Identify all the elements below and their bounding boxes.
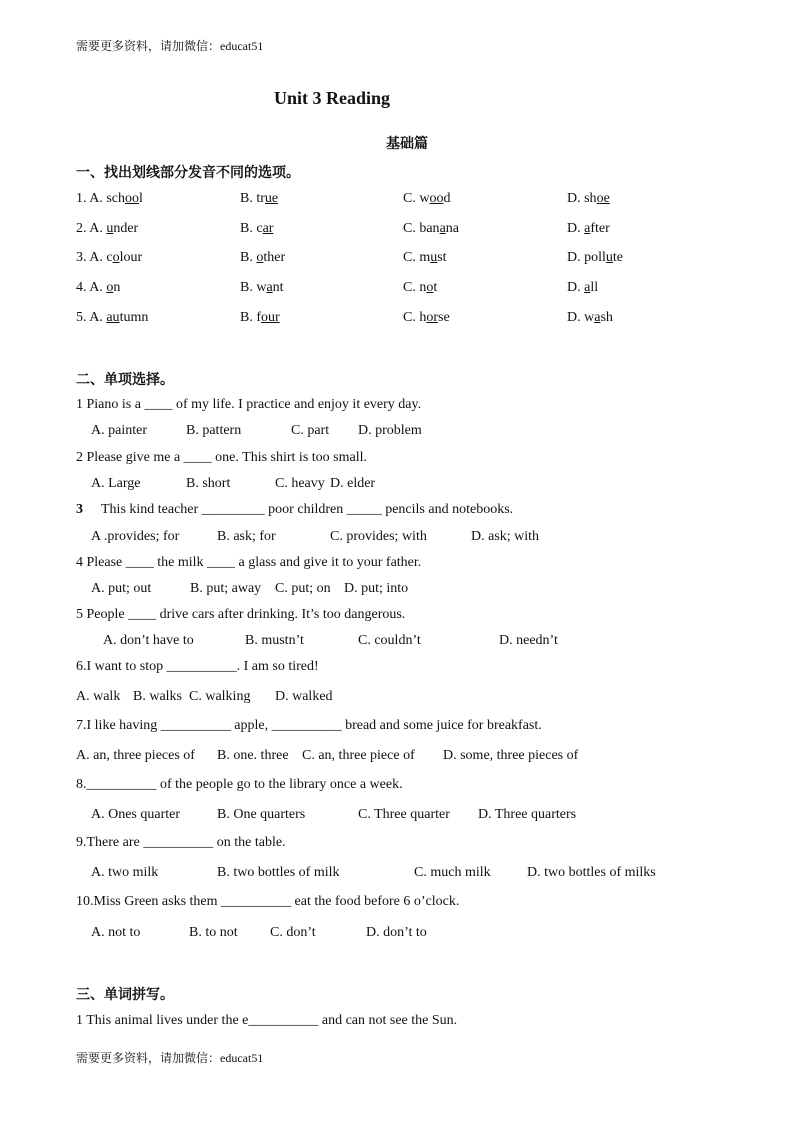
option-suffix: t [433,280,438,295]
option-underlined: ar [262,221,274,236]
q10-option-d: D. don’t to [366,925,427,940]
q4-option-b: B. put; away [190,581,262,596]
option-underlined: oo [125,191,139,206]
option-suffix: nt [272,280,284,295]
q9-option-b: B. two bottles of milk [217,865,340,880]
option-prefix: B. c [240,221,263,236]
q7-option-a: A. an, three pieces of [76,748,195,763]
pronunciation-q4-option-a [76,280,120,296]
q5-option-c: C. couldn’t [358,633,421,648]
option-underlined: or [426,310,439,325]
pronunciation-q4-option-b [240,280,284,296]
option-suffix: nder [113,221,139,236]
option-suffix: tumn [119,310,149,325]
option-underlined: o [112,250,120,265]
page-title: Unit 3 Reading [274,88,391,108]
q8-option-c: C. Three quarter [358,807,450,822]
option-suffix: n [113,280,121,295]
option-underlined: our [261,310,280,325]
q9-option-d: D. two bottles of milks [527,865,656,880]
q8-option-a: A. Ones quarter [91,807,181,822]
option-suffix: st [437,250,447,265]
pronunciation-q2-option-a [76,221,138,237]
pronunciation-q4-option-d [567,280,598,296]
pronunciation-q5-option-c [403,310,450,326]
option-prefix: C. w [403,191,430,206]
option-suffix: ll [590,280,599,295]
option-underlined: oe [596,191,610,206]
option-prefix: C. h [403,310,427,325]
option-underlined: a [266,280,273,295]
option-prefix: D. poll [567,250,606,265]
pronunciation-q4-option-c [403,280,437,296]
option-prefix: D. [567,221,585,236]
q10-option-c: C. don’t [270,925,316,940]
option-prefix: 1. A. sch [76,191,125,206]
q1-option-a: A. painter [91,423,147,438]
question-1: 1 Piano is a ____ of my life. I practice and enjoy it every day. [76,397,422,412]
option-prefix: B. [240,250,257,265]
option-suffix: lour [119,250,143,265]
question-6: 6.I want to stop __________. I am so tired! [76,659,319,674]
option-suffix: se [438,310,450,325]
pronunciation-q1-option-c [403,191,450,207]
option-prefix: 4. A. [76,280,107,295]
q7-option-b: B. one. three [217,748,289,763]
question-3: This kind teacher _________ poor children _____ pencils and notebooks. [101,502,514,517]
q5-option-b: B. mustn’t [245,633,304,648]
option-suffix: ther [263,250,286,265]
q3-option-b: B. ask; for [217,529,276,544]
q5-option-d: D. needn’t [499,633,558,648]
q7-option-d: D. some, three pieces of [443,748,579,763]
pronunciation-q3-option-c [403,250,447,266]
q4-option-c: C. put; on [275,581,331,596]
pronunciation-q3-option-a [76,250,142,266]
pronunciation-q2-option-d [567,221,610,237]
option-prefix: D. sh [567,191,597,206]
option-prefix: C. n [403,280,427,295]
spelling-question-1: 1 This animal lives under the e__________ and can not see the Sun. [76,1013,458,1028]
option-suffix: te [612,250,623,265]
q6-option-b: B. walks [133,689,182,704]
pronunciation-q5-option-d [567,310,613,326]
q1-option-d: D. problem [358,423,422,438]
q8-option-d: D. Three quarters [478,807,577,822]
q3-option-a: A .provides; for [91,529,180,544]
question-10: 10.Miss Green asks them __________ eat the food before 6 o’clock. [76,894,460,909]
option-prefix: 5. A. [76,310,107,325]
option-suffix: sh [600,310,613,325]
option-prefix: B. f [240,310,261,325]
option-prefix: B. w [240,280,267,295]
section1-heading: 一、找出划线部分发音不同的选项。 [76,165,300,181]
pronunciation-q3-option-d [567,250,623,266]
option-underlined: oo [429,191,444,206]
option-suffix: fter [590,221,610,236]
option-underlined: u [605,250,613,265]
header-note: 需要更多资料，请加微信：educat51 [76,39,264,53]
option-underlined: a [439,221,446,236]
q1-option-c: C. part [291,423,330,438]
option-underlined: u [106,221,114,236]
q6-option-c: C. walking [189,689,251,704]
option-underlined: o [106,280,114,295]
q1-option-b: B. pattern [186,423,242,438]
q2-option-d: D. elder [330,476,376,491]
section3-heading: 三、单词拼写。 [76,987,174,1003]
q8-option-b: B. One quarters [217,807,306,822]
q2-option-b: B. short [186,476,231,491]
option-underlined: o [426,280,434,295]
question-7: 7.I like having __________ apple, __________ bread and some juice for breakfast. [76,718,542,733]
option-prefix: D. w [567,310,595,325]
question-3-number: 3 [76,502,83,517]
q3-option-c: C. provides; with [330,529,427,544]
q9-option-c: C. much milk [414,865,491,880]
question-4: 4 Please ____ the milk ____ a glass and give it to your father. [76,555,422,570]
page-subtitle: 基础篇 [386,136,428,152]
question-2: 2 Please give me a ____ one. This shirt is too small. [76,450,367,465]
option-prefix: C. ban [403,221,440,236]
q6-option-a: A. walk [76,689,121,704]
option-suffix: na [445,221,459,236]
option-prefix: 3. A. c [76,250,113,265]
pronunciation-q2-option-c [403,221,459,237]
option-underlined: au [106,310,120,325]
pronunciation-q1-option-d [567,191,610,207]
q4-option-a: A. put; out [91,581,152,596]
question-9: 9.There are __________ on the table. [76,835,286,850]
q9-option-a: A. two milk [91,865,159,880]
q2-option-a: A. Large [91,476,141,491]
q6-option-d: D. walked [275,689,333,704]
footer-note: 需要更多资料，请加微信：educat51 [76,1051,264,1065]
q10-option-a: A. not to [91,925,141,940]
option-underlined: ue [264,191,279,206]
q4-option-d: D. put; into [344,581,409,596]
pronunciation-q3-option-b [240,250,285,266]
option-underlined: u [430,250,438,265]
option-prefix: B. tr [240,191,265,206]
option-prefix: D. [567,280,585,295]
q10-option-b: B. to not [189,925,238,940]
question-8: 8.__________ of the people go to the library once a week. [76,777,403,792]
section2-heading: 二、单项选择。 [76,372,174,388]
q7-option-c: C. an, three piece of [302,748,415,763]
pronunciation-q5-option-a [76,310,148,326]
q2-option-c: C. heavy [275,476,325,491]
option-underlined: a [584,221,591,236]
pronunciation-q1-option-a [76,191,143,207]
option-underlined: a [594,310,601,325]
option-prefix: C. m [403,250,431,265]
pronunciation-q5-option-b [240,310,280,326]
option-underlined: a [584,280,591,295]
question-5: 5 People ____ drive cars after drinking. It’s too dangerous. [76,607,406,622]
q5-option-a: A. don’t have to [103,633,194,648]
option-suffix: l [139,191,143,206]
option-prefix: 2. A. [76,221,107,236]
option-underlined: o [256,250,264,265]
option-suffix: d [443,191,451,206]
pronunciation-q1-option-b [240,191,278,207]
q3-option-d: D. ask; with [471,529,540,544]
pronunciation-q2-option-b [240,221,273,237]
